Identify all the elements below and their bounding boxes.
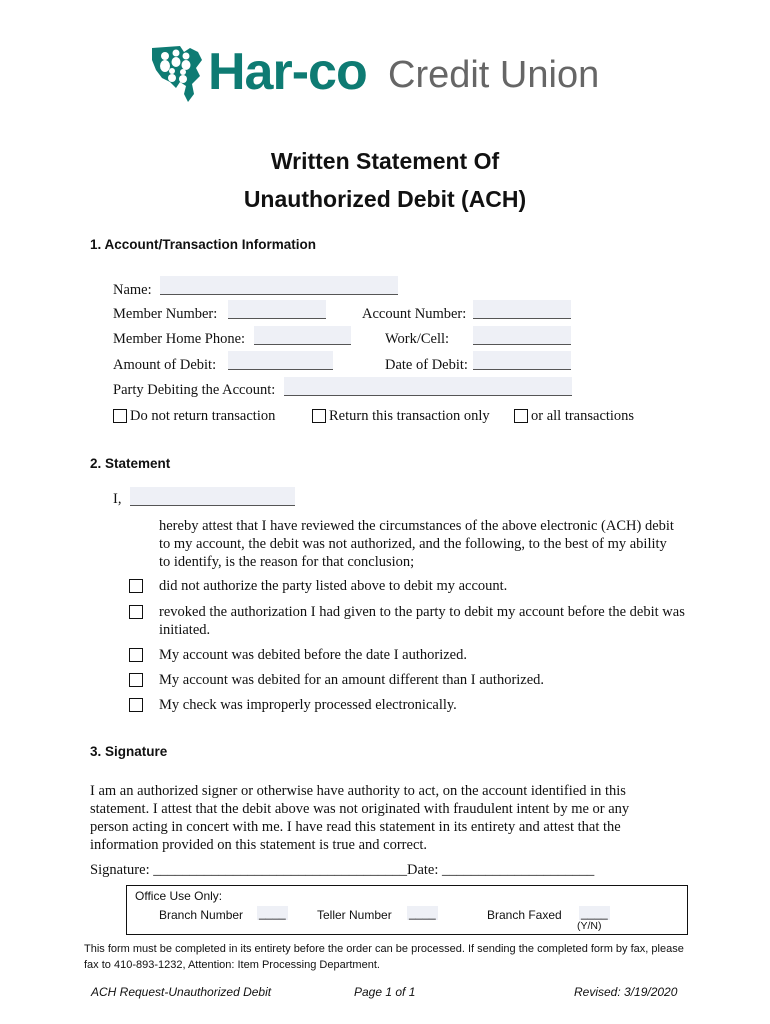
reason-checkbox-5[interactable] [129, 698, 143, 712]
reason-2: revoked the authorization I had given to the party to debit my account before the debit was initiated. [159, 604, 685, 638]
member-name-field[interactable] [130, 487, 295, 506]
branch-faxed-label: Branch Faxed [487, 908, 562, 922]
return-this-checkbox[interactable] [312, 409, 326, 423]
signature-label: Signature: [90, 862, 154, 878]
office-use-box [126, 885, 688, 935]
all-transactions-label: or all transactions [531, 408, 635, 424]
reason-3: My account was debited before the date I authorized. [159, 647, 467, 663]
amount-label: Amount of Debit: [113, 357, 217, 373]
reason-4: My account was debited for an amount different than I authorized. [159, 672, 545, 688]
yn-label: (Y/N) [577, 920, 602, 932]
party-label: Party Debiting the Account: [113, 382, 276, 398]
branch-number-label: Branch Number [159, 908, 244, 922]
footer-left: ACH Request-Unauthorized Debit [91, 985, 272, 999]
date-of-debit-label: Date of Debit: [385, 357, 468, 373]
member-number-field[interactable] [228, 300, 326, 319]
signature-line[interactable]: ___________________________________ [153, 862, 407, 878]
home-phone-label: Member Home Phone: [113, 331, 246, 347]
member-number-label: Member Number: [113, 306, 218, 322]
return-this-label: Return this transaction only [329, 408, 490, 424]
date-of-debit-field[interactable] [473, 351, 571, 370]
branch-number-blank[interactable]: ____ [259, 906, 286, 920]
page-title: Written Statement Of [270, 148, 500, 174]
section-1-heading: 1. Account/Transaction Information [90, 237, 317, 252]
home-phone-field[interactable] [254, 326, 351, 345]
reason-checkbox-3[interactable] [129, 648, 143, 662]
section-2-heading: 2. Statement [90, 456, 171, 471]
branch-faxed-blank[interactable]: ____ [581, 906, 608, 920]
reason-checkbox-4[interactable] [129, 673, 143, 687]
work-cell-label: Work/Cell: [385, 331, 450, 347]
no-return-label: Do not return transaction [130, 408, 276, 424]
signature-date-line[interactable]: _____________________ [442, 862, 595, 878]
section-3-heading: 3. Signature [90, 744, 168, 759]
reason-1: did not authorize the party listed above to debit my account. [159, 578, 508, 594]
logo [150, 40, 620, 120]
all-transactions-checkbox[interactable] [514, 409, 528, 423]
teller-number-blank[interactable]: ____ [409, 906, 436, 920]
amount-field[interactable] [228, 351, 333, 370]
footer-revised: Revised: 3/19/2020 [574, 985, 678, 999]
party-field[interactable] [284, 377, 572, 396]
signature-row [90, 862, 594, 879]
account-number-field[interactable] [473, 300, 571, 319]
account-number-label: Account Number: [362, 306, 467, 322]
reason-checkbox-1[interactable] [129, 579, 143, 593]
no-return-checkbox[interactable] [113, 409, 127, 423]
work-cell-field[interactable] [473, 326, 571, 345]
teller-number-label: Teller Number [317, 908, 392, 922]
footer-page: Page 1 of 1 [354, 985, 416, 999]
brand-sub: Credit Union [388, 54, 600, 96]
reason-checkbox-2[interactable] [129, 605, 143, 619]
brand-main: Har-co [208, 43, 367, 101]
name-label: Name: [113, 282, 152, 298]
name-field[interactable] [160, 276, 398, 295]
reason-5: My check was improperly processed electronically. [159, 697, 457, 713]
signature-statement: I am an authorized signer or otherwise have authority to act, on the account identified in this statement. I attest that the debit above was not originated with fraudulent intent by me or any person acting in concert with me. I have read this statement in its entirety and attest that the information provided on this statement is true and correct. [90, 783, 630, 853]
office-use-heading: Office Use Only: [135, 889, 223, 903]
fax-notice: This form must be completed in its entirety before the order can be processed. If sending the completed form by fax, please fax to 410-893-1232, Attention: Item Processing Department. [84, 943, 684, 971]
page-subtitle: Unauthorized Debit (ACH) [243, 186, 527, 212]
signature-date-label: Date: [406, 862, 443, 878]
attest-text: hereby attest that I have reviewed the circumstances of the above electronic (ACH) debit to my account, the debit was not authorized, and the following, to the best of my ability to identify, is the reason for that conclusion; [159, 518, 674, 570]
i-label: I, [113, 491, 122, 507]
